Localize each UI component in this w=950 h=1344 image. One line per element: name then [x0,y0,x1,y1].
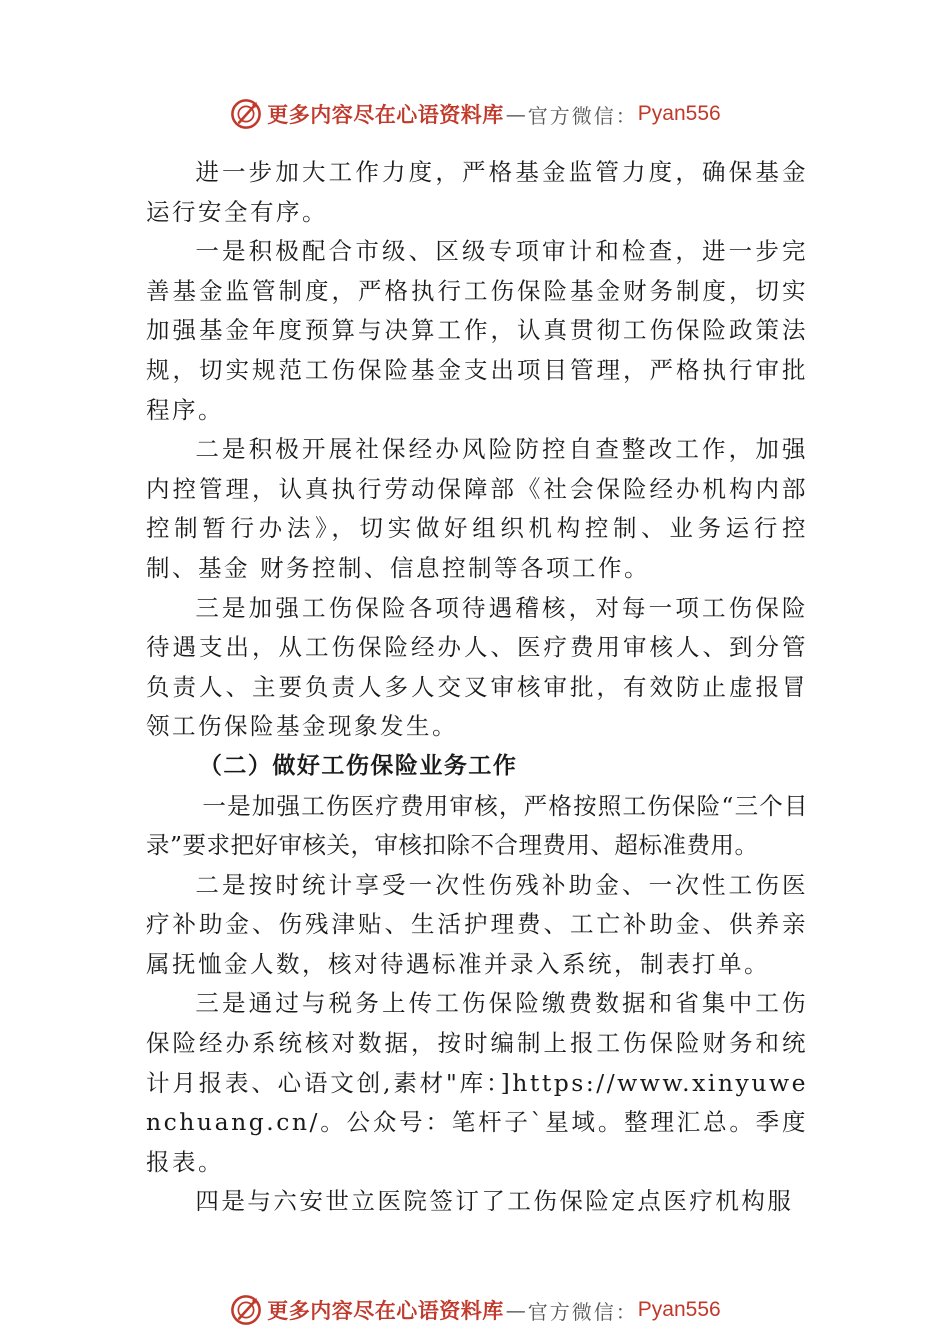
banner-dash: — [505,1298,526,1322]
banner-dash: — [505,102,526,126]
banner-title: 更多内容尽在心语资料库 [267,1298,504,1323]
brand-logo-icon [229,97,263,131]
paragraph: 四是与六安世立医院签订了工伤保险定点医疗机构服 [195,1187,794,1216]
banner-wechat-label: 官方微信： [527,103,638,128]
paragraph: 二是按时统计享受一次性伤残补助金、一次性工伤医疗补助金、伤残津贴、生活护理费、工亡补助金、供养亲属抚恤金人数，核对待遇标准并录入系统，制表打单。 [146,870,808,978]
banner-wechat-label: 官方微信： [527,1299,638,1324]
paragraph: 进一步加大工作力度，严格基金监管力度，确保基金运行安全有序。 [146,158,808,226]
paragraph: 一是积极配合市级、区级专项审计和检查，进一步完善基金监管制度，严格执行工伤保险基金财务制度，切实加强基金年度预算与决算工作，认真贯彻工伤保险政策法规，切实规范工伤保险基金支出项目管理，严格执行审批程序。 [146,237,808,424]
section-heading: （二）做好工伤保险业务工作 [198,752,518,779]
footer-banner [0,1290,950,1330]
banner-wechat-id: Pyan556 [637,102,721,125]
banner-title: 更多内容尽在心语资料库 [267,102,504,127]
paragraph: 二是积极开展社保经办风险防控自查整改工作，加强内控管理，认真执行劳动保障部《社会保险经办机构内部控制暂行办法》，切实做好组织机构控制、业务运行控制、基金 财务控制、信息控制等各项工作。 [146,435,808,582]
paragraph: 一是加强工伤医疗费用审核，严格按照工伤保险“三个目录”要求把好审核关，审核扣除不合理费用、超标准费用。 [146,791,808,860]
banner-wechat-id: Pyan556 [637,1298,721,1321]
brand-logo-icon [229,1293,263,1327]
paragraph: 三是通过与税务上传工伤保险缴费数据和省集中工伤保险经办系统核对数据，按时编制上报工伤保险财务和统计月报表、心语文创,素材"库：]https://www.xinyuwenchuang.cn/。公众号：笔杆子`星域。整理汇总。季度报表。 [146,989,808,1176]
paragraph: 三是加强工伤保险各项待遇稽核，对每一项工伤保险待遇支出，从工伤保险经办人、医疗费用审核人、到分管负责人、主要负责人多人交叉审核审批，有效防止虚报冒领工伤保险基金现象发生。 [146,593,808,741]
document-body [146,153,808,1222]
header-banner [0,94,950,134]
